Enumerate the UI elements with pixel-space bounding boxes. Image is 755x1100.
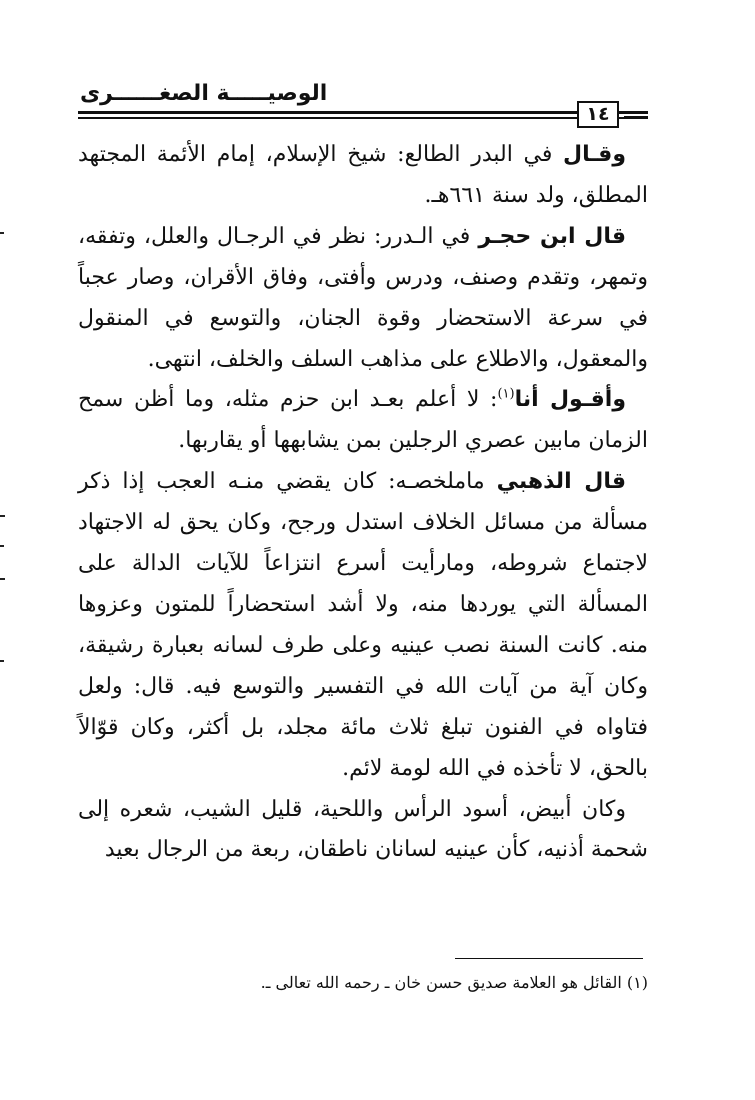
footnote: (١) القائل هو العلامة صديق حسن خان ـ رحمه الله تعالى ـ.: [260, 973, 648, 992]
margin-scan-mark: [0, 660, 4, 662]
paragraph-lead: قال ابن حجـر: [478, 223, 626, 249]
paragraph-text: وكان أبيض، أسود الرأس واللحية، قليل الشيب، شعره إلى شحمة أذنيه، كأن عينيه لسانان ناطقان، ربعة من الرجال بعيد: [78, 796, 648, 863]
paragraph-text: ماملخصـه: كان يقضي منـه العجب إذا ذكر مسألة من مسائل الخلاف استدل ورجح، وكان يحق له الاجتهاد لاجتماع شروطه، ومارأيت أسرع انتزاعاً للآيات الدالة على المسألة التي يوردها منه، ولا أشد استحضاراً للمتون وعزوها منه. كانت السنة نصب عينيه وعلى طرف لسانه بعبارة رشيقة، وكان آية من آيات الله في التفسير والتوسع فيه. قال: ولعل فتاواه في الفنون تبلغ ثلاث مائة مجلد، بل أكثر، وكان قوّالاً بالحق، لا تأخذه في الله لومة لائم.: [78, 469, 648, 781]
margin-scan-mark: [0, 578, 5, 580]
paragraph-text: في البدر الطالع: شيخ الإسلام، إمام الأئمة المجتهد المطلق، ولد سنة ٦٦١هـ.: [78, 142, 648, 208]
paragraph-ibn-hajar: [78, 217, 648, 381]
paragraph-description: [78, 790, 648, 872]
header-rule-thick: [78, 111, 648, 114]
margin-scan-mark: [0, 545, 4, 547]
paragraph-lead: قال الذهبي: [496, 469, 627, 495]
paragraph-text: في الـدرر: نظر في الرجـال والعلل، وتفقه، وتمهر، وتقدم وصنف، ودرس وأفتى، وفاق الأقران، وصار عجباً في سرعة الاستحضار وقوة الجنان، والتوسع في المنقول والمعقول، والاطلاع على مذاهب السلف والخلف، انتهى.: [78, 223, 648, 372]
paragraph-badr-altali: [78, 135, 648, 217]
page-number: ١٤: [577, 101, 619, 128]
paragraph-lead: وأقـول أنا: [514, 387, 626, 413]
header-dash: [624, 116, 648, 119]
margin-scan-mark: [0, 232, 4, 234]
running-title: الوصيـــــة الصغــــــرى: [80, 81, 328, 106]
footnote-reference: (١): [497, 387, 515, 403]
body-text: [78, 135, 648, 871]
paragraph-author-opinion: [78, 380, 648, 462]
header-rule-thin: [78, 117, 648, 119]
paragraph-text: : لا أعلم بعـد ابن حزم مثله، وما أظن سمح الزمان مابين عصري الرجلين بمن يشابهها أو يقاربها.: [78, 387, 648, 454]
paragraph-lead: وقـال: [563, 142, 626, 167]
footnote-rule: [455, 958, 643, 959]
paragraph-dhahabi: [78, 462, 648, 789]
margin-scan-mark: [0, 515, 5, 517]
